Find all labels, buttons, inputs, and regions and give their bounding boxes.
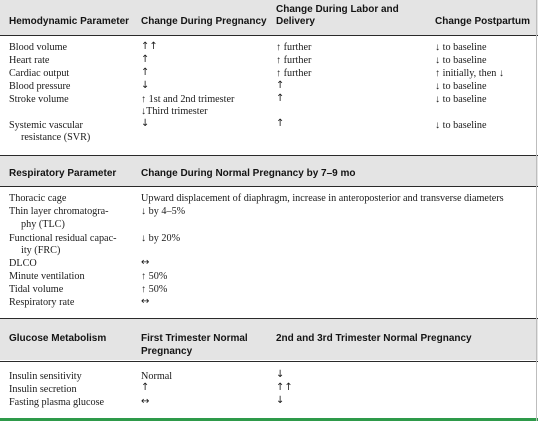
later-trimester-value: ↑↑ (276, 382, 293, 393)
respiratory-change-value: ↔ (141, 296, 150, 307)
pregnancy-value: ↑ (141, 54, 150, 65)
row-label: DLCO (9, 258, 37, 269)
change-postpartum-header: Change Postpartum (435, 16, 531, 27)
labor-value: ↑ further (276, 42, 312, 53)
labor-value: ↑ (276, 93, 285, 104)
change-during-pregnancy-header: Change During Pregnancy (141, 16, 267, 27)
row-label: Thin layer chromatogra- (9, 206, 109, 217)
pregnancy-value: ↓ (141, 80, 150, 91)
change-labor-header-line1: Change During Labor and (276, 4, 399, 15)
pregnancy-value: ↑↑ (141, 41, 158, 52)
respiratory-change-value: ↓ by 4–5% (141, 206, 186, 217)
respiratory-parameter-header: Respiratory Parameter (9, 168, 117, 179)
respiratory-change-header: Change During Normal Pregnancy by 7–9 mo (141, 168, 356, 179)
row-label-line2: phy (TLC) (21, 219, 65, 230)
respiratory-change-value: ↔ (141, 257, 150, 268)
postpartum-value: ↓ to baseline (435, 81, 487, 92)
row-label: Stroke volume (9, 94, 69, 105)
respiratory-change-value: ↑ 50% (141, 284, 168, 295)
postpartum-value: ↑ initially, then ↓ (435, 68, 504, 79)
first-trimester-value: Normal (141, 371, 173, 382)
glucose-metabolism-header: Glucose Metabolism (9, 333, 107, 344)
pregnancy-value: ↑ (141, 67, 150, 78)
postpartum-value: ↓ to baseline (435, 94, 487, 105)
row-label: Insulin secretion (9, 384, 77, 395)
postpartum-value: ↓ to baseline (435, 42, 487, 53)
first-trimester-header-line1: First Trimester Normal (141, 333, 248, 344)
respiratory-header-rule (0, 186, 538, 187)
pregnancy-value: ↑ 1st and 2nd trimester (141, 94, 235, 105)
postpartum-value: ↓ to baseline (435, 55, 487, 66)
row-label: Blood pressure (9, 81, 71, 92)
glucose-header-rule (0, 361, 538, 362)
change-labor-header-line2: Delivery (276, 16, 315, 27)
respiratory-change-value: ↑ 50% (141, 271, 168, 282)
right-page-edge (536, 0, 537, 421)
first-trimester-value: ↔ (141, 396, 150, 407)
respiratory-change-value: Upward displacement of diaphragm, increase in anteroposterior and transverse diameters (141, 193, 504, 204)
later-trimester-header: 2nd and 3rd Trimester Normal Pregnancy (276, 333, 472, 344)
postpartum-value: ↓ to baseline (435, 120, 487, 131)
labor-value: ↑ (276, 80, 285, 91)
row-label: Heart rate (9, 55, 50, 66)
row-label-line2: ity (FRC) (21, 245, 61, 256)
first-trimester-value: ↑ (141, 382, 150, 393)
row-label: Thoracic cage (9, 193, 67, 204)
row-label: Minute ventilation (9, 271, 85, 282)
labor-value: ↑ further (276, 55, 312, 66)
later-trimester-value: ↓ (276, 369, 285, 380)
row-label: Cardiac output (9, 68, 70, 79)
row-label: Insulin sensitivity (9, 371, 82, 382)
row-label-line2: resistance (SVR) (21, 132, 91, 143)
labor-value: ↑ (276, 118, 285, 129)
labor-value: ↑ further (276, 68, 312, 79)
hemodynamic-parameter-header: Hemodynamic Parameter (9, 16, 130, 27)
bottom-accent-rule (0, 418, 538, 421)
row-label: Fasting plasma glucose (9, 397, 105, 408)
later-trimester-value: ↓ (276, 395, 285, 406)
pregnancy-value-line2: ↓Third trimester (141, 106, 208, 117)
row-label: Respiratory rate (9, 297, 75, 308)
row-label: Blood volume (9, 42, 68, 53)
row-label: Functional residual capac- (9, 233, 117, 244)
hemodynamic-header-rule (0, 35, 538, 36)
respiratory-change-value: ↓ by 20% (141, 233, 181, 244)
first-trimester-header-line2: Pregnancy (141, 346, 193, 357)
row-label: Systemic vascular (9, 120, 83, 131)
pregnancy-value: ↓ (141, 118, 150, 129)
row-label: Tidal volume (9, 284, 64, 295)
